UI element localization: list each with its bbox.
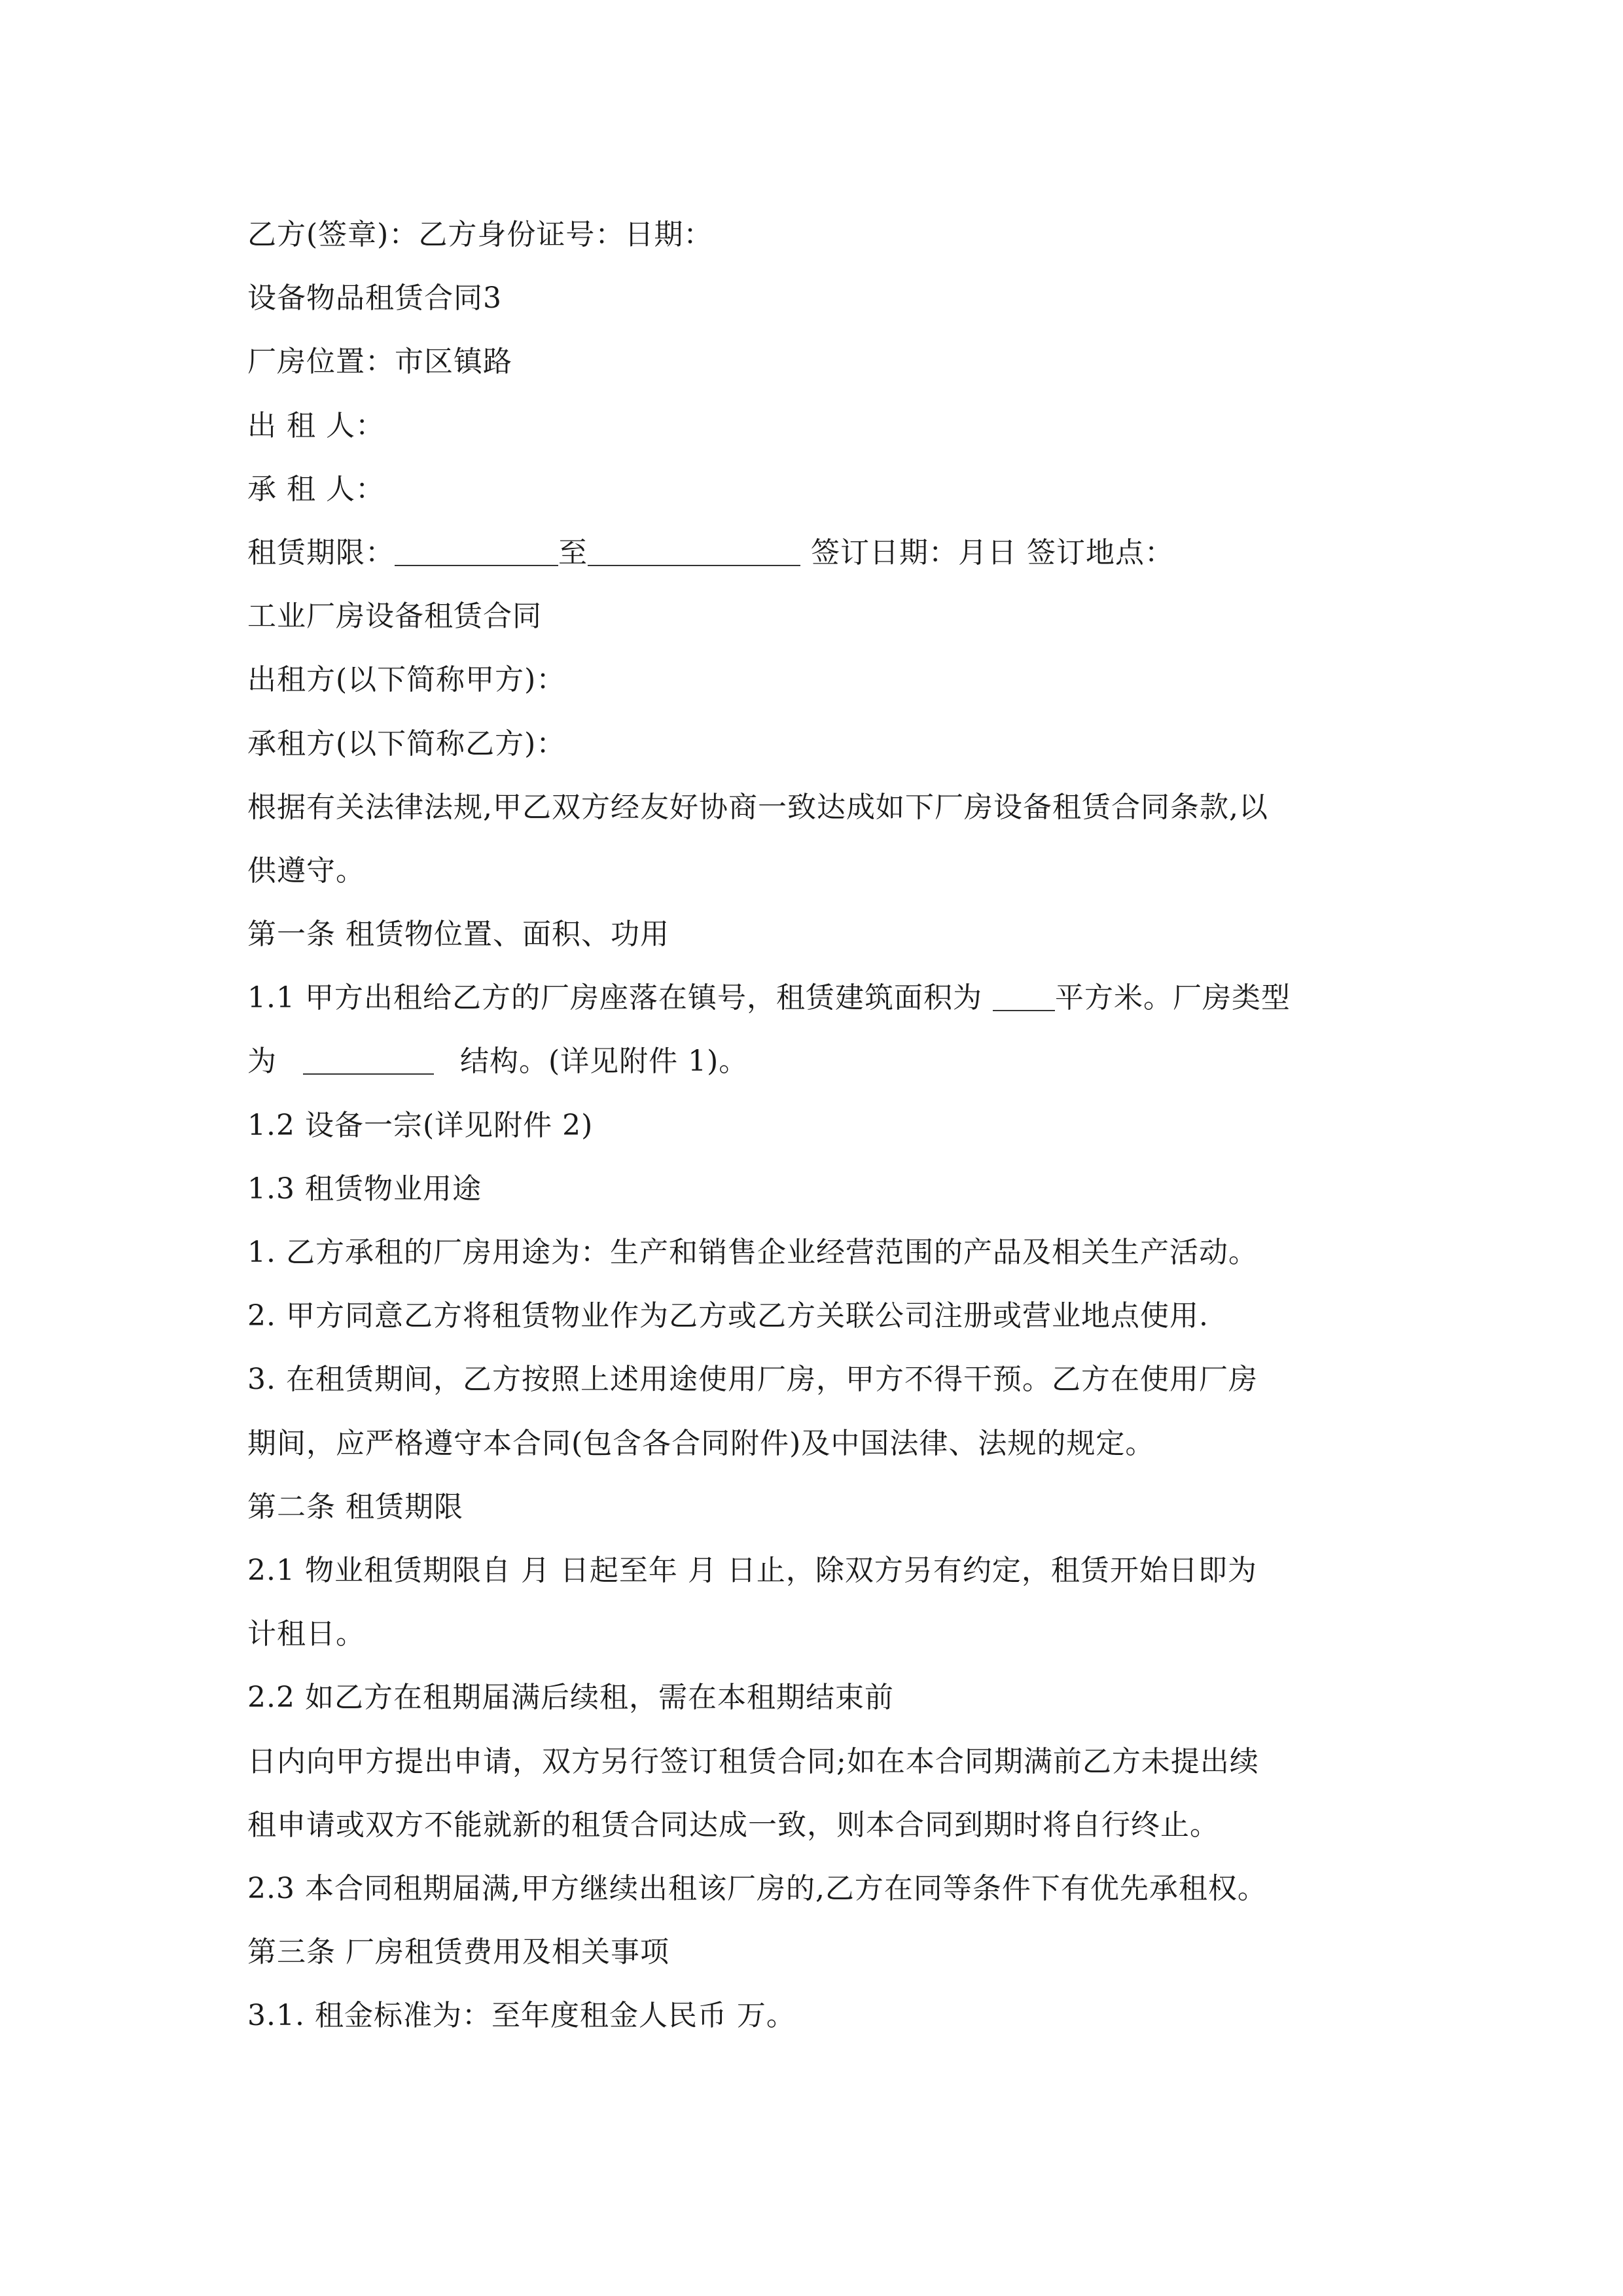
lease-term-to: 至 [558, 535, 588, 569]
article-2-heading: 第二条 租赁期限 [247, 1490, 463, 1524]
lease-term-label: 租赁期限： [247, 535, 395, 569]
lessee-line: 承 租 人： [247, 472, 385, 506]
use-item-2: 2. 甲方同意乙方将租赁物业作为乙方或乙方关联公司注册或营业地点使用. [247, 1299, 1209, 1333]
preamble-line-1: 根据有关法律法规,甲乙双方经友好协商一致达成如下厂房设备租赁合同条款,以 [247, 790, 1268, 824]
lessor-line: 出 租 人： [247, 408, 385, 442]
clause-2-1-line-2: 计租日。 [247, 1617, 365, 1651]
preamble-line-2: 供遵守。 [247, 853, 365, 888]
area-blank [993, 984, 1055, 1011]
clause-2-3: 2.3 本合同租期届满,甲方继续出租该厂房的,乙方在同等条件下有优先承租权。 [247, 1871, 1267, 1905]
lease-end-blank [588, 539, 800, 566]
section-title-contract-3: 设备物品租赁合同3 [247, 281, 502, 315]
factory-location-line: 厂房位置：市区镇路 [247, 345, 512, 379]
structure-blank [303, 1047, 434, 1075]
party-b-signature-line: 乙方(签章)：乙方身份证号：日期： [247, 218, 713, 251]
lease-term-line [247, 521, 1399, 584]
clause-1-1-wei: 为 [247, 1045, 277, 1079]
party-a-line: 出租方(以下简称甲方)： [247, 663, 566, 697]
use-item-3-line-1: 3. 在租赁期间，乙方按照上述用途使用厂房，甲方不得干预。乙方在使用厂房 [247, 1363, 1258, 1397]
clause-2-1-line-1: 2.1 物业租赁期限自 月 日起至年 月 日止，除双方另有约定，租赁开始日即为 [247, 1553, 1257, 1587]
article-3-heading: 第三条 厂房租赁费用及相关事项 [247, 1935, 669, 1969]
clause-1-1-line-2 [247, 1030, 1399, 1093]
clause-1-2: 1.2 设备一宗(详见附件 2) [247, 1108, 594, 1142]
article-1-heading: 第一条 租赁物位置、面积、功用 [247, 918, 669, 952]
contract-body [247, 203, 1399, 2047]
structure-text: 结构。(详见附件 1)。 [460, 1045, 749, 1079]
use-item-1: 1. 乙方承租的厂房用途为：生产和销售企业经营范围的产品及相关生产活动。 [247, 1236, 1258, 1269]
area-unit-text: 平方米。厂房类型 [1054, 981, 1291, 1015]
use-item-3-line-2: 期间，应严格遵守本合同(包含各合同附件)及中国法律、法规的规定。 [247, 1426, 1155, 1460]
clause-1-1-text: 1.1 甲方出租给乙方的厂房座落在镇号，租赁建筑面积为 [247, 981, 982, 1015]
clause-1-1-line-1 [247, 966, 1399, 1030]
clause-2-2-line-3: 租申请或双方不能就新的租赁合同达成一致，则本合同到期时将自行终止。 [247, 1808, 1219, 1842]
clause-1-3: 1.3 租赁物业用途 [247, 1172, 482, 1206]
sign-date-place: 签订日期：月日 签订地点： [811, 535, 1174, 569]
clause-2-2-line-2: 日内向甲方提出申请，双方另行签订租赁合同;如在本合同期满前乙方未提出续 [247, 1744, 1259, 1778]
doc-title: 工业厂房设备租赁合同 [247, 600, 542, 634]
clause-3-1: 3.1. 租金标准为：至年度租金人民币 万。 [247, 1999, 796, 2033]
clause-2-2-line-1: 2.2 如乙方在租期届满后续租，需在本租期结束前 [247, 1681, 894, 1715]
lease-start-blank [395, 539, 558, 566]
party-b-line: 承租方(以下简称乙方)： [247, 726, 566, 761]
